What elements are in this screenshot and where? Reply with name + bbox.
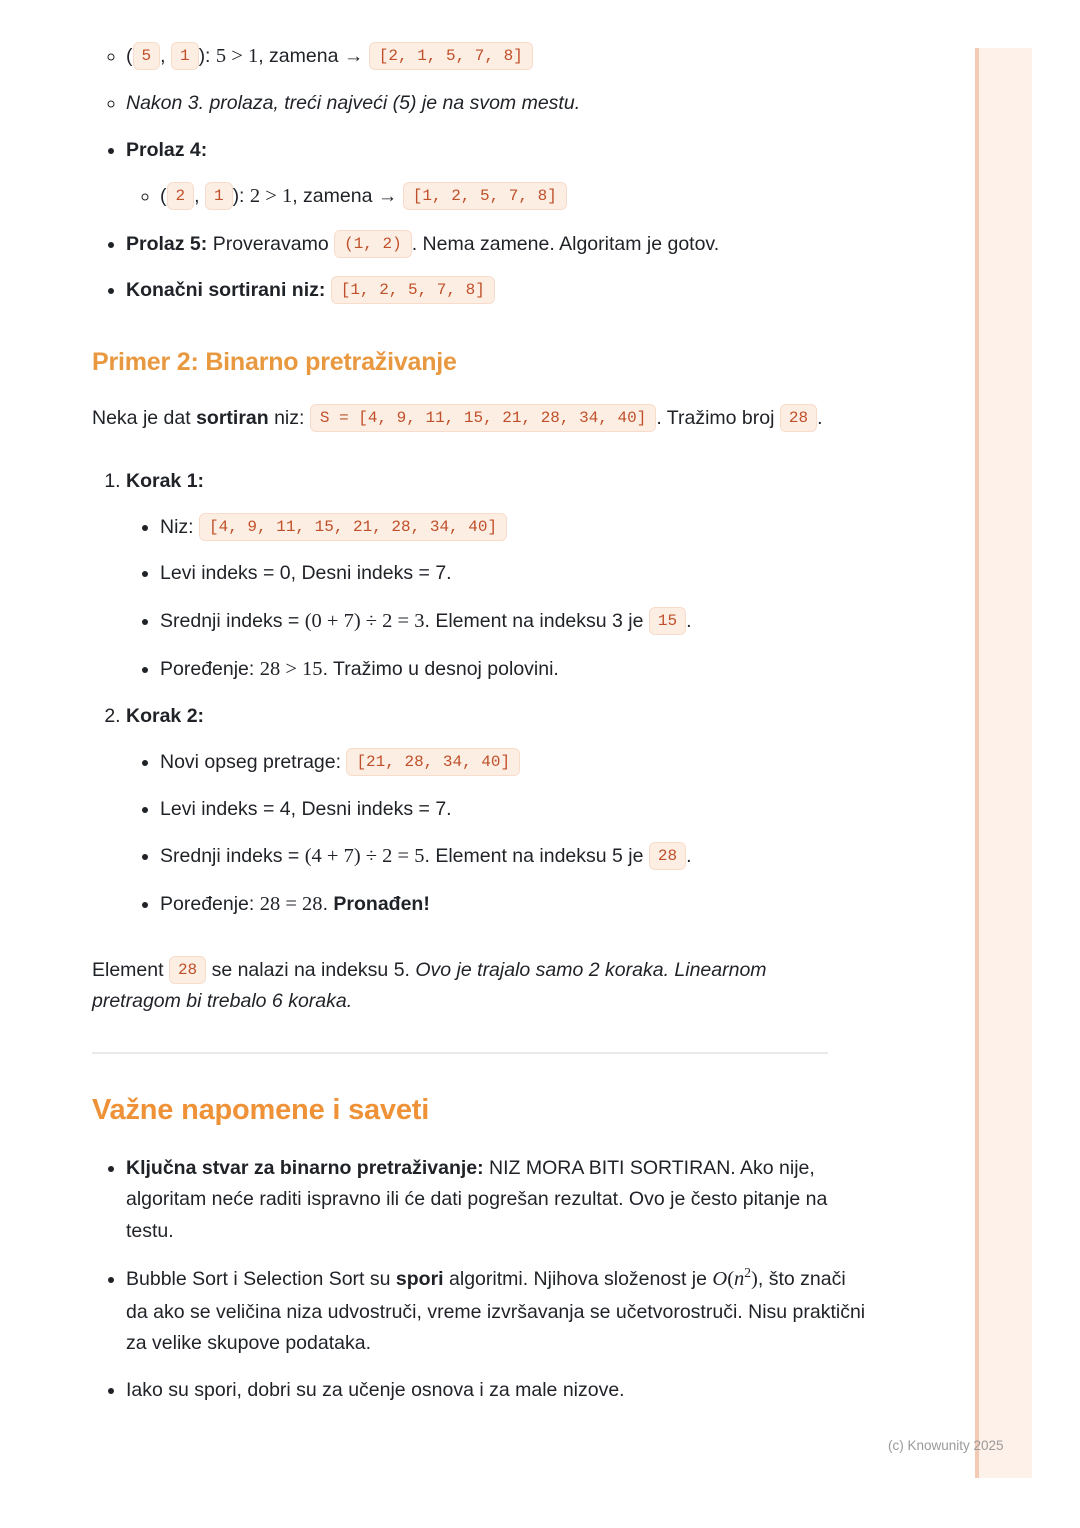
pass5-pair-chip: (1, 2) [334,230,412,258]
relation-math: 5 > 1 [215,45,259,67]
detail-math: 28 > 15 [259,658,323,681]
value-chip-b: 1 [171,42,199,70]
step-detail-list [126,512,866,687]
value-chip-b: 1 [205,182,233,210]
example2-heading: Primer 2: Binarno pretraživanje [92,347,457,376]
note-text-a: Bubble Sort i Selection Sort su [126,1268,396,1291]
comma: , [194,185,200,208]
example2-conclusion [92,955,837,1018]
math-variable-n: n [734,1268,745,1291]
detail-math: 28 = 28 [259,893,323,916]
detail-mid: . Element na indeksu 5 je [424,845,649,868]
step-item [126,701,866,921]
math-paren-close: ) [751,1268,758,1291]
step-detail-item [160,794,866,826]
step-label: Korak 1: [126,470,205,493]
result-array-chip: [2, 1, 5, 7, 8] [369,42,533,70]
copyright-watermark: (c) Knowunity 2025 [888,1438,1004,1453]
step-detail-item [160,888,866,921]
detail-prefix: Novi opseg pretrage: [160,751,347,774]
step-detail-item [160,653,866,686]
decorative-right-strip [975,48,1032,1478]
paren-close: ): [232,185,250,208]
step-detail-item [160,840,866,873]
swap-word: , zamena [258,45,344,67]
note-item [126,1375,866,1407]
intro-text-c: . Tražimo broj [656,406,780,429]
arrow-icon: → [377,185,398,208]
pass4-sublist [126,180,866,213]
step-detail-item [160,605,866,638]
pass3-note-item [126,88,866,120]
value-chip-a: 2 [167,182,195,210]
pass5-text-before: Proveravamo [207,232,335,255]
detail-math: (0 + 7) ÷ 2 = 3 [304,610,425,633]
detail-suffix: . [686,845,692,868]
step-detail-item [160,512,866,544]
intro-bold-sortiran: sortiran [196,406,269,429]
pass5-text-after: . Nema zamene. Algoritam je gotov. [411,232,720,255]
big-o-symbol: O [712,1268,728,1291]
conclusion-text-a: Element [92,958,169,981]
complexity-math [712,1265,758,1291]
section-divider [92,1052,828,1054]
pass3-sublist [92,40,920,120]
detail-math: (4 + 7) ÷ 2 = 5 [304,845,425,868]
paren-open: ( [126,45,133,67]
intro-text-d: . [817,406,823,429]
example2-intro [92,403,837,435]
step-detail-item [160,558,866,590]
detail-mid: . [322,893,334,916]
note-text-b: algoritmi. Njihova složenost je [443,1268,713,1291]
detail-prefix: Levi indeks = 4, Desni indeks = 7. [160,797,452,820]
value-chip-a: 5 [133,42,161,70]
step-detail-list [126,747,866,922]
found-label: Pronađen! [333,893,430,916]
note-item [126,1153,866,1248]
conclusion-text-b: se nalazi na indeksu 5. [206,958,416,981]
step-label: Korak 2: [126,705,205,728]
pass4-label: Prolaz 4: [126,138,208,161]
mid-element-chip: 28 [649,842,686,870]
pass3-note-text: Nakon 3. prolaza, treći najveći (5) je na svom mestu. [126,92,581,115]
passes-list [92,135,920,307]
final-array-label: Konačni sortirani niz: [126,279,326,302]
detail-mid: . Element na indeksu 3 je [424,610,649,633]
final-array-item [126,275,866,307]
binary-search-steps-list [92,466,920,921]
detail-prefix: Niz: [160,515,199,538]
intro-text-b: niz: [268,406,310,429]
swap-word: , zamena [292,185,378,208]
array-chip: [21, 28, 34, 40] [346,748,520,776]
result-array-chip: [1, 2, 5, 7, 8] [403,182,567,210]
detail-prefix: Srednji indeks = [160,845,305,868]
notes-list [92,1153,920,1407]
final-array-chip: [1, 2, 5, 7, 8] [331,276,495,304]
detail-prefix: Poređenje: [160,658,260,681]
math-paren-open: ( [727,1268,735,1291]
relation-math: 2 > 1 [249,185,293,208]
sorted-array-chip: S = [4, 9, 11, 15, 21, 28, 34, 40] [310,404,656,432]
note-item [126,1262,866,1359]
note-text-c: , što znači da ako se veličina niza udvostruči, vreme izvršavanja se učetvorostruči. Nisu praktični za velike skupove podataka. [126,1268,866,1355]
intro-text-a: Neka je dat [92,406,197,429]
pass5-label: Prolaz 5: [126,232,208,255]
comma: , [160,45,166,67]
step-item [126,466,866,686]
array-chip: [4, 9, 11, 15, 21, 28, 34, 40] [199,513,507,541]
detail-prefix: Poređenje: [160,893,260,916]
paren-close: ): [198,45,216,67]
pass4-item [126,135,866,214]
search-target-chip: 28 [780,404,817,432]
pass4-comparison-item [160,180,866,213]
conclusion-chip: 28 [169,956,206,984]
detail-mid: . Tražimo u desnoj polovini. [322,658,559,681]
pass5-item [126,229,866,261]
math-exponent: 2 [744,1265,752,1281]
mid-element-chip: 15 [649,607,686,635]
step-detail-item [160,747,866,779]
detail-suffix: . [686,610,692,633]
note-text: Iako su spori, dobri su za učenje osnova i za male nizove. [126,1378,625,1401]
detail-prefix: Levi indeks = 0, Desni indeks = 7. [160,562,452,585]
note-text: NIZ MORA BITI SORTIRAN. Ako nije, algoritam neće raditi ispravno ili će dati pogrešan rezultat. Ovo je često pitanje na testu. [126,1156,828,1242]
paren-open: ( [160,185,167,208]
conclusion-italic-note: Ovo je trajalo samo 2 koraka. Linearnom pretragom bi trebalo 6 koraka. [92,958,767,1013]
note-bold-spori: spori [395,1268,444,1291]
pass3-comparison-item [126,40,866,73]
arrow-icon: → [343,45,364,67]
note-bold-lead: Ključna stvar za binarno pretraživanje: [126,1156,484,1179]
detail-prefix: Srednji indeks = [160,610,305,633]
notes-heading: Važne napomene i saveti [92,1093,430,1126]
